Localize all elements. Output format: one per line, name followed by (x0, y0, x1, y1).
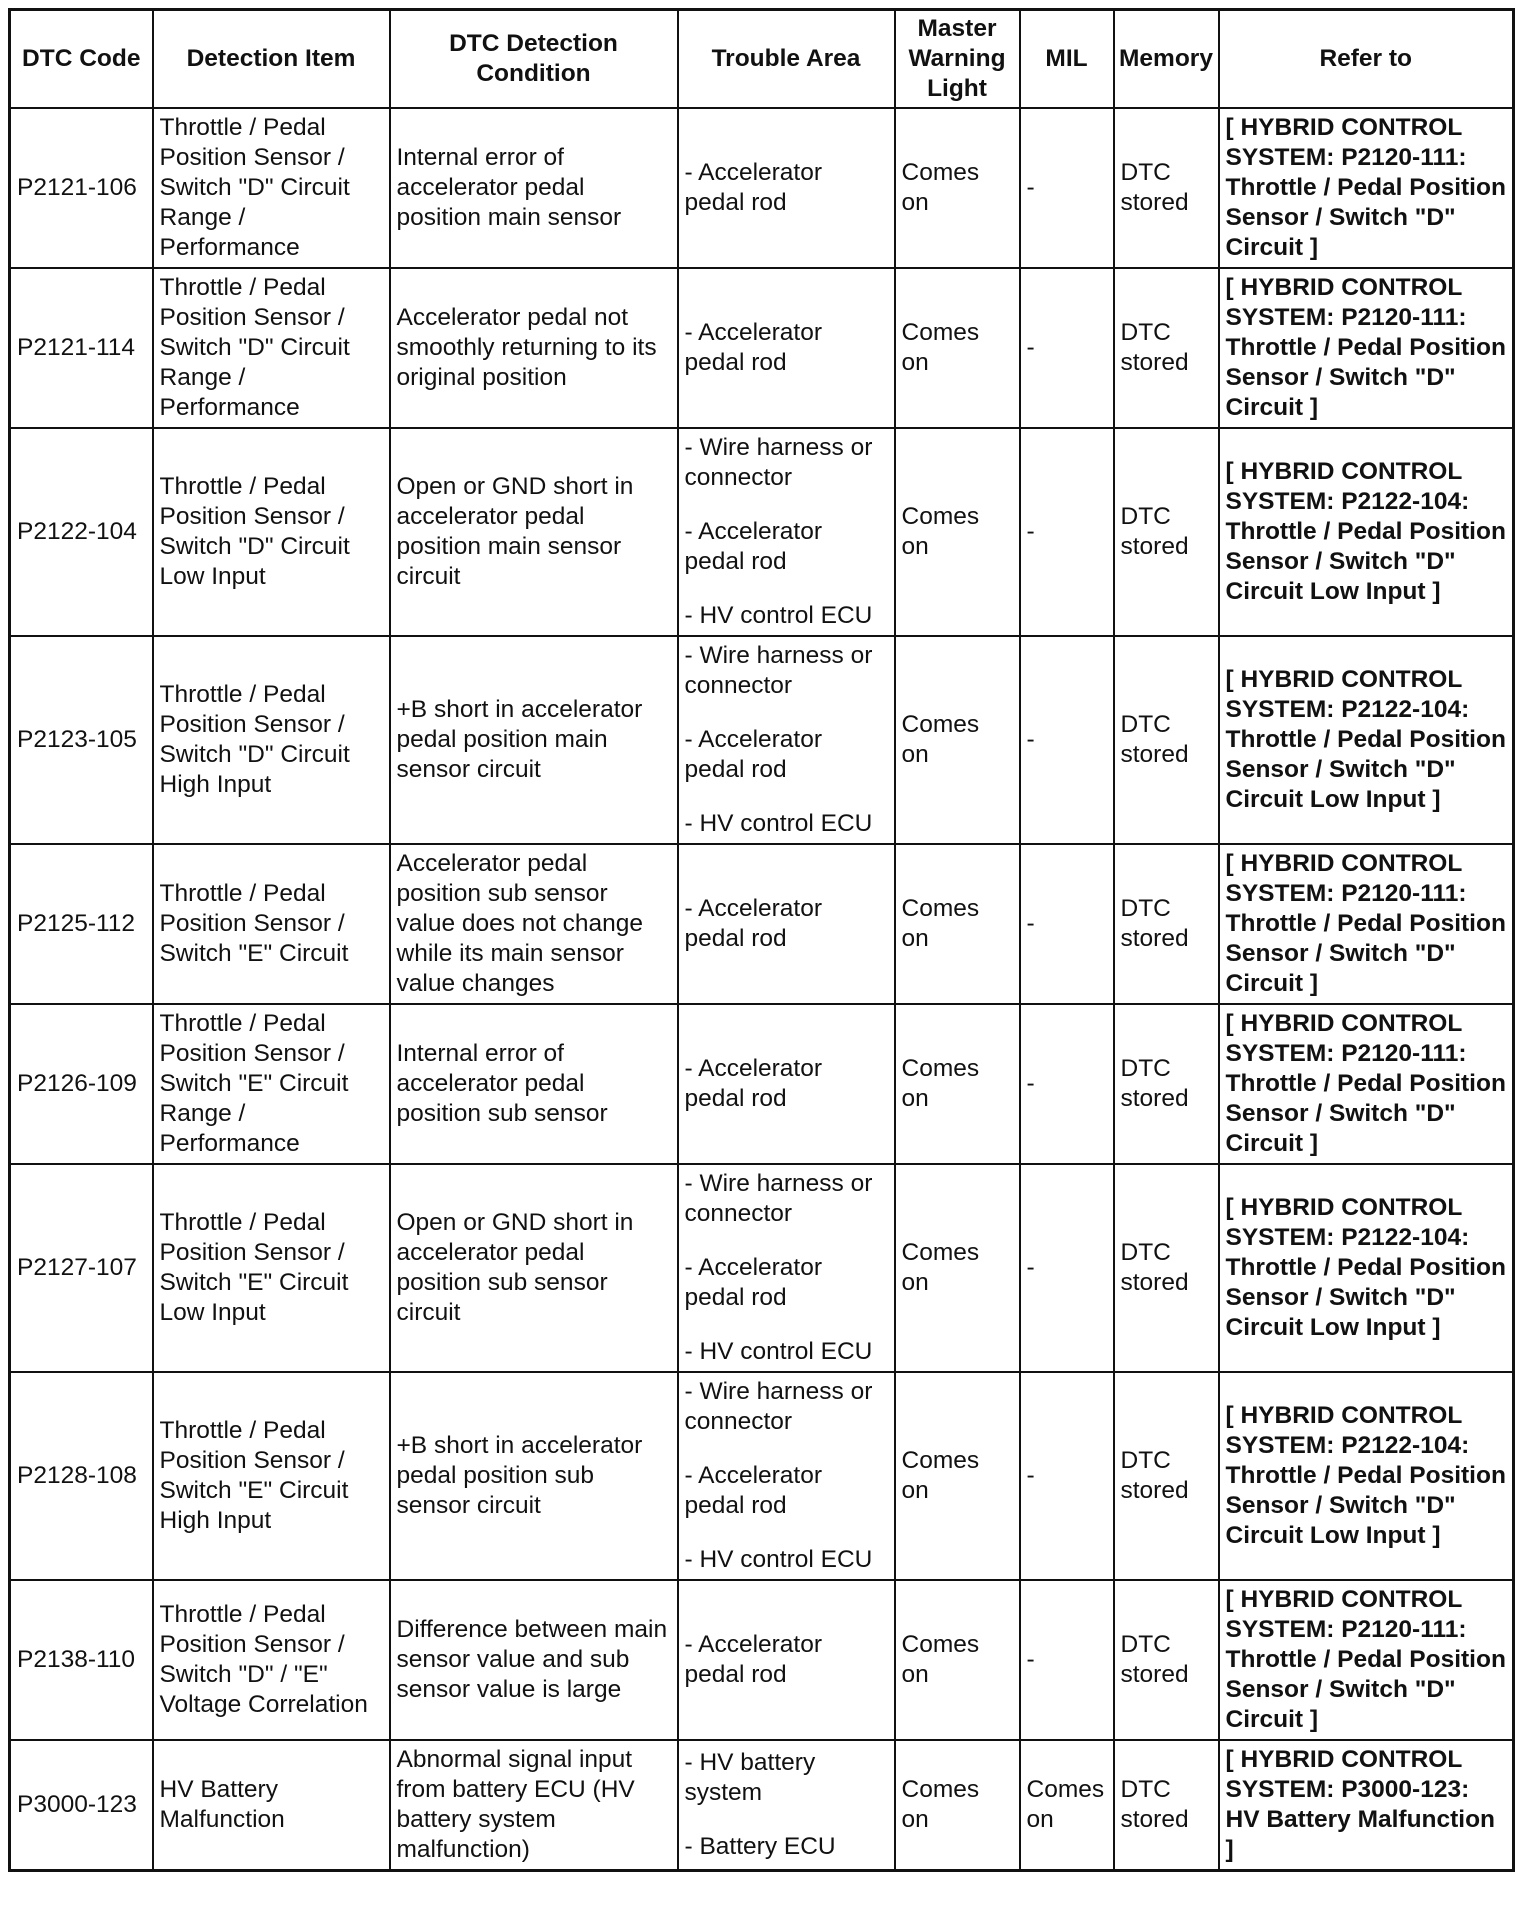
condition-header: DTC Detection Condition (390, 10, 678, 109)
table-row (10, 1740, 1514, 1871)
trouble-area-cell (678, 1740, 895, 1871)
memory-cell: DTC stored (1114, 1580, 1219, 1740)
trouble-area-cell (678, 1004, 895, 1164)
master-warning-light-cell: Comes on (895, 1580, 1020, 1740)
trouble-area-item: - Accelerator pedal rod (684, 1254, 823, 1311)
memory-cell: DTC stored (1114, 268, 1219, 428)
dtc-code-cell: P2125-112 (10, 844, 153, 1004)
condition-cell: Internal error of accelerator pedal position sub sensor (390, 1004, 678, 1164)
mil-cell: - (1020, 1164, 1114, 1372)
trouble-area-list (685, 1377, 888, 1575)
master-warning-light-cell: Comes on (895, 428, 1020, 636)
detection-item-cell: Throttle / Pedal Position Sensor / Switch "D" Circuit High Input (153, 636, 390, 844)
memory-cell: DTC stored (1114, 1164, 1219, 1372)
refer-to-cell: [ HYBRID CONTROL SYSTEM: P2120-111: Throttle / Pedal Position Sensor / Switch "D" Circuit ] (1219, 268, 1514, 428)
mil-cell: - (1020, 1372, 1114, 1580)
trouble-area-item: - Wire harness or connector (684, 642, 873, 699)
dtc-code-cell: P3000-123 (10, 1740, 153, 1871)
trouble-area-item: - HV battery system (684, 1749, 816, 1806)
mil-header: MIL (1020, 10, 1114, 109)
trouble-area-item: - Battery ECU (684, 1833, 836, 1860)
mil-cell: - (1020, 428, 1114, 636)
table-row (10, 108, 1514, 268)
trouble-area-cell (678, 1580, 895, 1740)
mil-cell: Comes on (1020, 1740, 1114, 1871)
memory-cell: DTC stored (1114, 428, 1219, 636)
dtc-code-cell: P2121-114 (10, 268, 153, 428)
memory-cell: DTC stored (1114, 1740, 1219, 1871)
mil-cell: - (1020, 108, 1114, 268)
table-row (10, 428, 1514, 636)
detection-item-cell: Throttle / Pedal Position Sensor / Switch "E" Circuit Range / Performance (153, 1004, 390, 1164)
trouble-area-cell (678, 108, 895, 268)
refer-to-header: Refer to (1219, 10, 1514, 109)
condition-cell: Difference between main sensor value and sub sensor value is large (390, 1580, 678, 1740)
trouble-area-item: - Accelerator pedal rod (684, 518, 823, 575)
detection-item-cell: Throttle / Pedal Position Sensor / Switch "E" Circuit Low Input (153, 1164, 390, 1372)
dtc-code-cell: P2138-110 (10, 1580, 153, 1740)
trouble-area-header: Trouble Area (678, 10, 895, 109)
master-warning-light-cell: Comes on (895, 1740, 1020, 1871)
dtc-code-cell: P2127-107 (10, 1164, 153, 1372)
memory-cell: DTC stored (1114, 1372, 1219, 1580)
trouble-area-cell (678, 844, 895, 1004)
master-warning-light-cell: Comes on (895, 1004, 1020, 1164)
trouble-area-item: - Accelerator pedal rod (684, 726, 823, 783)
master-warning-light-cell: Comes on (895, 268, 1020, 428)
detection-item-cell: HV Battery Malfunction (153, 1740, 390, 1871)
master-warning-light-cell: Comes on (895, 1164, 1020, 1372)
trouble-area-cell (678, 636, 895, 844)
dtc-table (8, 8, 1515, 1872)
trouble-area-item: - Wire harness or connector (684, 434, 873, 491)
condition-cell: Accelerator pedal not smoothly returning to its original position (390, 268, 678, 428)
dtc-code-cell: P2122-104 (10, 428, 153, 636)
condition-cell: Accelerator pedal position sub sensor value does not change while its main sensor value changes (390, 844, 678, 1004)
table-row (10, 1580, 1514, 1740)
trouble-area-list (685, 1748, 888, 1862)
table-row (10, 844, 1514, 1004)
table-row (10, 636, 1514, 844)
trouble-area-list (685, 641, 888, 839)
trouble-area-list (685, 1169, 888, 1367)
mil-cell: - (1020, 268, 1114, 428)
detection-item-cell: Throttle / Pedal Position Sensor / Switch "E" Circuit High Input (153, 1372, 390, 1580)
memory-header: Memory (1114, 10, 1219, 109)
refer-to-cell: [ HYBRID CONTROL SYSTEM: P3000-123: HV Battery Malfunction ] (1219, 1740, 1514, 1871)
dtc-code-header: DTC Code (10, 10, 153, 109)
trouble-area-list (685, 433, 888, 631)
table-body (10, 108, 1514, 1871)
mil-cell: - (1020, 844, 1114, 1004)
condition-cell: +B short in accelerator pedal position main sensor circuit (390, 636, 678, 844)
trouble-area-list (685, 894, 888, 954)
trouble-area-item: - Wire harness or connector (684, 1170, 873, 1227)
trouble-area-item: - HV control ECU (684, 810, 873, 837)
trouble-area-item: - Wire harness or connector (684, 1378, 873, 1435)
dtc-code-cell: P2128-108 (10, 1372, 153, 1580)
table-row (10, 1164, 1514, 1372)
master-warning-light-cell: Comes on (895, 844, 1020, 1004)
refer-to-cell: [ HYBRID CONTROL SYSTEM: P2120-111: Throttle / Pedal Position Sensor / Switch "D" Circuit ] (1219, 108, 1514, 268)
master-warning-light-cell: Comes on (895, 636, 1020, 844)
trouble-area-item: - Accelerator pedal rod (684, 1055, 823, 1112)
refer-to-cell: [ HYBRID CONTROL SYSTEM: P2122-104: Throttle / Pedal Position Sensor / Switch "D" Circuit Low Input ] (1219, 636, 1514, 844)
table-row (10, 1372, 1514, 1580)
memory-cell: DTC stored (1114, 636, 1219, 844)
detection-item-cell: Throttle / Pedal Position Sensor / Switch "D" / "E" Voltage Correlation (153, 1580, 390, 1740)
mil-cell: - (1020, 1580, 1114, 1740)
memory-cell: DTC stored (1114, 108, 1219, 268)
trouble-area-item: - HV control ECU (684, 602, 873, 629)
dtc-code-cell: P2123-105 (10, 636, 153, 844)
dtc-code-cell: P2121-106 (10, 108, 153, 268)
trouble-area-item: - Accelerator pedal rod (684, 895, 823, 952)
table-header-row (10, 10, 1514, 109)
trouble-area-cell (678, 1372, 895, 1580)
dtc-code-cell: P2126-109 (10, 1004, 153, 1164)
detection-item-cell: Throttle / Pedal Position Sensor / Switch "D" Circuit Range / Performance (153, 268, 390, 428)
condition-cell: Open or GND short in accelerator pedal position sub sensor circuit (390, 1164, 678, 1372)
mil-cell: - (1020, 1004, 1114, 1164)
trouble-area-cell (678, 268, 895, 428)
condition-cell: +B short in accelerator pedal position sub sensor circuit (390, 1372, 678, 1580)
detection-item-header: Detection Item (153, 10, 390, 109)
trouble-area-item: - HV control ECU (684, 1546, 873, 1573)
refer-to-cell: [ HYBRID CONTROL SYSTEM: P2122-104: Throttle / Pedal Position Sensor / Switch "D" Circuit Low Input ] (1219, 1372, 1514, 1580)
trouble-area-item: - Accelerator pedal rod (684, 1631, 823, 1688)
table-row (10, 1004, 1514, 1164)
detection-item-cell: Throttle / Pedal Position Sensor / Switch "D" Circuit Range / Performance (153, 108, 390, 268)
master-warning-light-cell: Comes on (895, 1372, 1020, 1580)
refer-to-cell: [ HYBRID CONTROL SYSTEM: P2120-111: Throttle / Pedal Position Sensor / Switch "D" Circuit ] (1219, 1580, 1514, 1740)
master-warning-light-cell: Comes on (895, 108, 1020, 268)
detection-item-cell: Throttle / Pedal Position Sensor / Switch "E" Circuit (153, 844, 390, 1004)
table-row (10, 268, 1514, 428)
trouble-area-list (685, 1054, 888, 1114)
trouble-area-item: - Accelerator pedal rod (684, 159, 823, 216)
refer-to-cell: [ HYBRID CONTROL SYSTEM: P2120-111: Throttle / Pedal Position Sensor / Switch "D" Circuit ] (1219, 844, 1514, 1004)
trouble-area-list (685, 1630, 888, 1690)
trouble-area-cell (678, 428, 895, 636)
condition-cell: Internal error of accelerator pedal position main sensor (390, 108, 678, 268)
trouble-area-list (685, 318, 888, 378)
trouble-area-item: - Accelerator pedal rod (684, 319, 823, 376)
trouble-area-list (685, 158, 888, 218)
refer-to-cell: [ HYBRID CONTROL SYSTEM: P2122-104: Throttle / Pedal Position Sensor / Switch "D" Circuit Low Input ] (1219, 1164, 1514, 1372)
trouble-area-item: - HV control ECU (684, 1338, 873, 1365)
refer-to-cell: [ HYBRID CONTROL SYSTEM: P2120-111: Throttle / Pedal Position Sensor / Switch "D" Circuit ] (1219, 1004, 1514, 1164)
memory-cell: DTC stored (1114, 844, 1219, 1004)
mil-cell: - (1020, 636, 1114, 844)
detection-item-cell: Throttle / Pedal Position Sensor / Switch "D" Circuit Low Input (153, 428, 390, 636)
condition-cell: Abnormal signal input from battery ECU (HV battery system malfunction) (390, 1740, 678, 1871)
refer-to-cell: [ HYBRID CONTROL SYSTEM: P2122-104: Throttle / Pedal Position Sensor / Switch "D" Circuit Low Input ] (1219, 428, 1514, 636)
trouble-area-item: - Accelerator pedal rod (684, 1462, 823, 1519)
memory-cell: DTC stored (1114, 1004, 1219, 1164)
trouble-area-cell (678, 1164, 895, 1372)
master-warning-light-header: Master Warning Light (895, 10, 1020, 109)
condition-cell: Open or GND short in accelerator pedal position main sensor circuit (390, 428, 678, 636)
